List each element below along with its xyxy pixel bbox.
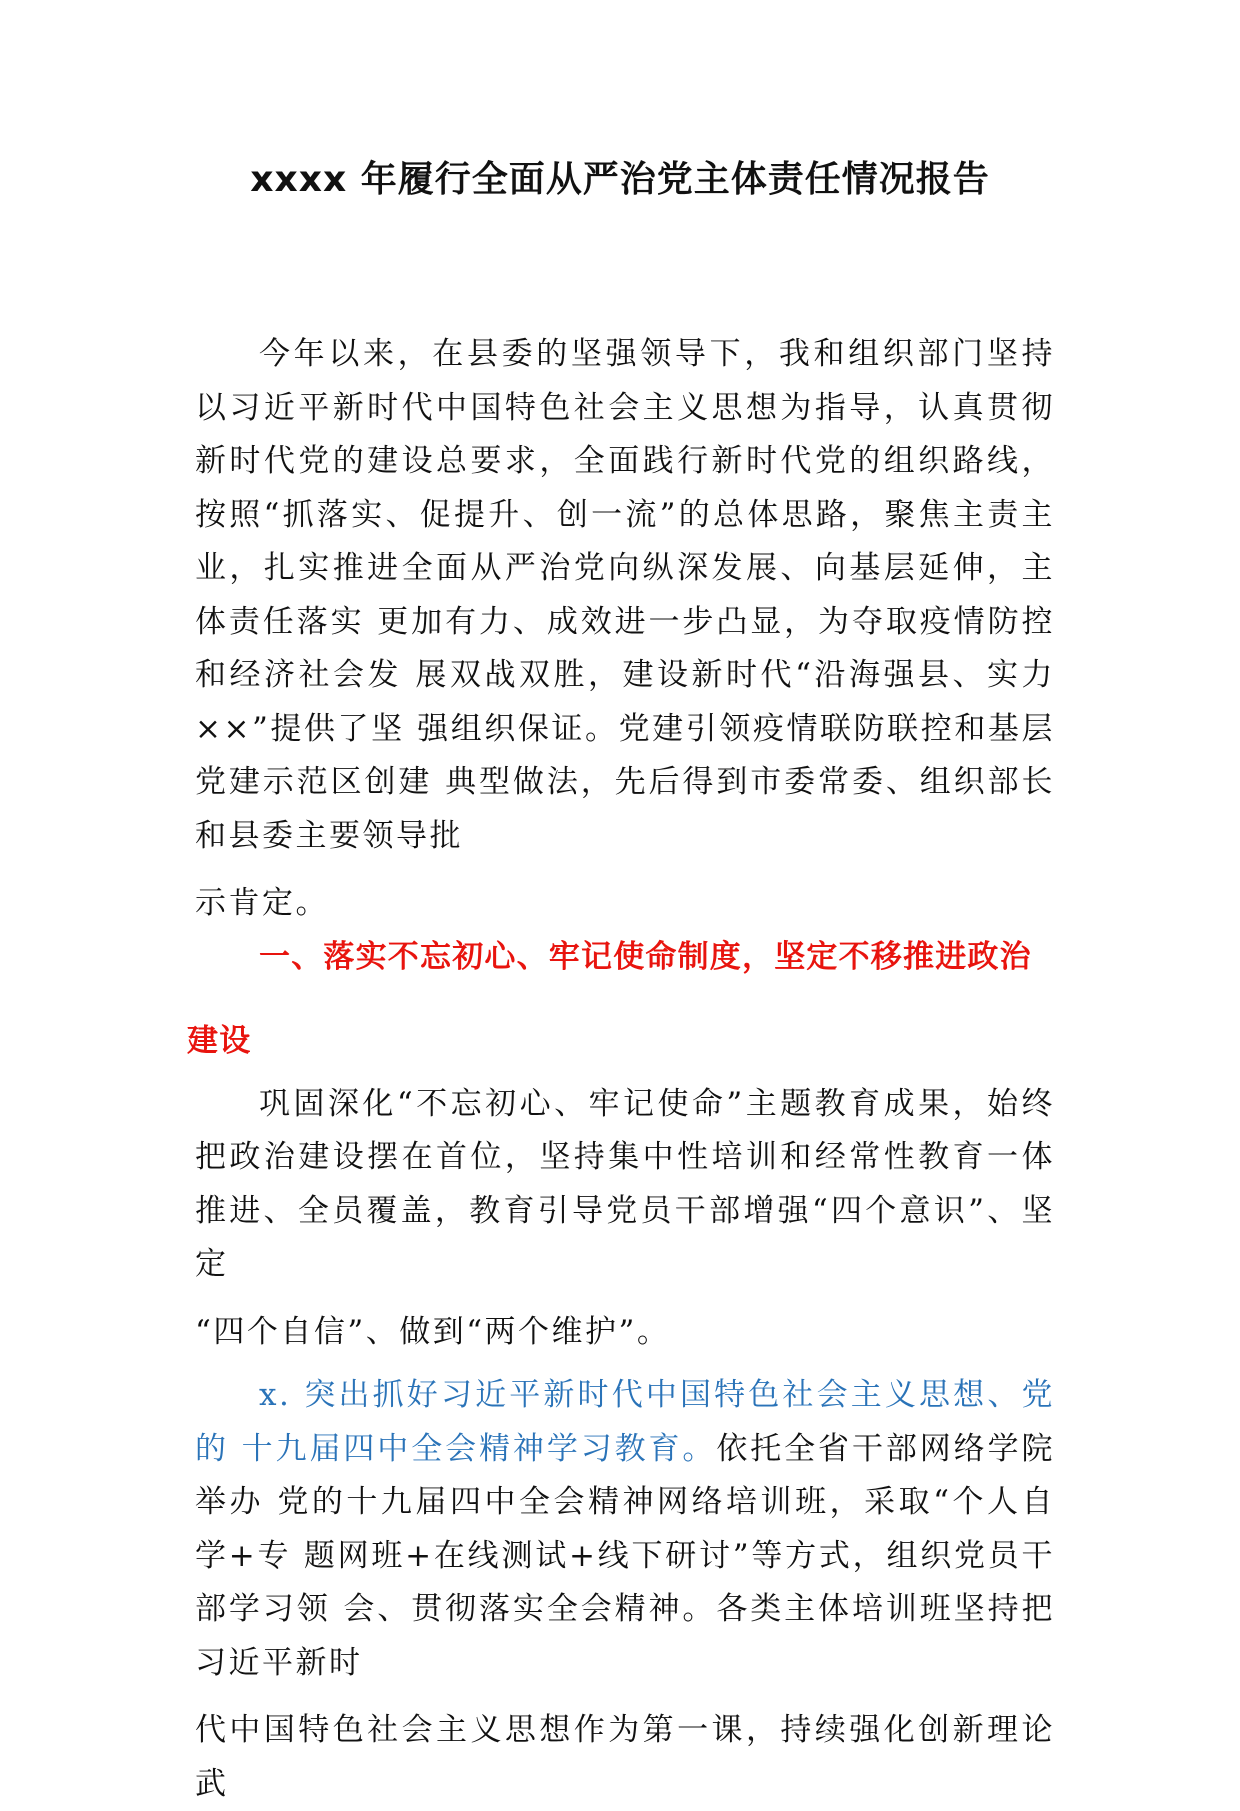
section-paragraph: 巩固深化“不忘初心、牢记使命”主题教育成果，始终把政治建设摆在首位，坚持集中性培训和经常性教育一体推进、全员覆盖，教育引导党员干部增强“四个意识”、坚定: [195, 1085, 1055, 1282]
item-paragraph: [195, 1369, 1055, 1690]
document-body: [187, 328, 1055, 1811]
intro-paragraph: 今年以来，在县委的坚强领导下，我和组织部门坚持以习近平新时代中国特色社会主义思想为指导，认真贯彻新时代党的建设总要求，全面践行新时代党的组织路线，按照“抓落实、促提升、创一流”的总体思路，聚焦主责主业，扎实推进全面从严治党向纵深发展、向基层延伸，主体责任落实 更加有力、成效进一步凸显，为夺取疫情防控和经济社会发 展双战双胜，建设新时代“沿海强县、实力××”提供了坚 强组织保证。党建引领疫情联防联控和基层党建示范区创建 典型做法，先后得到市委常委、组织部长和县委主要领导批: [195, 336, 1055, 854]
item-text: 依托全省干部网络学院举办 党的十九届四中全会精神网络培训班，采取“个人自学+专 题网班+在线测试+线下研讨”等方式，组织党员干部学习领 会、贯彻落实全会精神。各类主体培训班坚持把习近平新时: [195, 1430, 1055, 1681]
item-paragraph-tail: 代中国特色社会主义思想作为第一课，持续强化创新理论武: [195, 1712, 1055, 1802]
section-heading-line1: 一、落实不忘初心、牢记使命制度，坚定不移推进政治: [259, 938, 1032, 975]
intro-paragraph-tail: 示肯定。: [195, 885, 329, 921]
document-title: xxxx 年履行全面从严治党主体责任情况报告: [250, 159, 990, 200]
section-heading-line2: 建设: [187, 1022, 252, 1059]
section-paragraph-tail: “四个自信”、做到“两个维护”。: [195, 1313, 671, 1350]
section-heading: [187, 931, 1055, 1068]
item-heading: x. 突出抓好习近平新时代中国特色社会主义思想、党的 十九届四中全会精神学习教育。: [195, 1377, 1055, 1467]
